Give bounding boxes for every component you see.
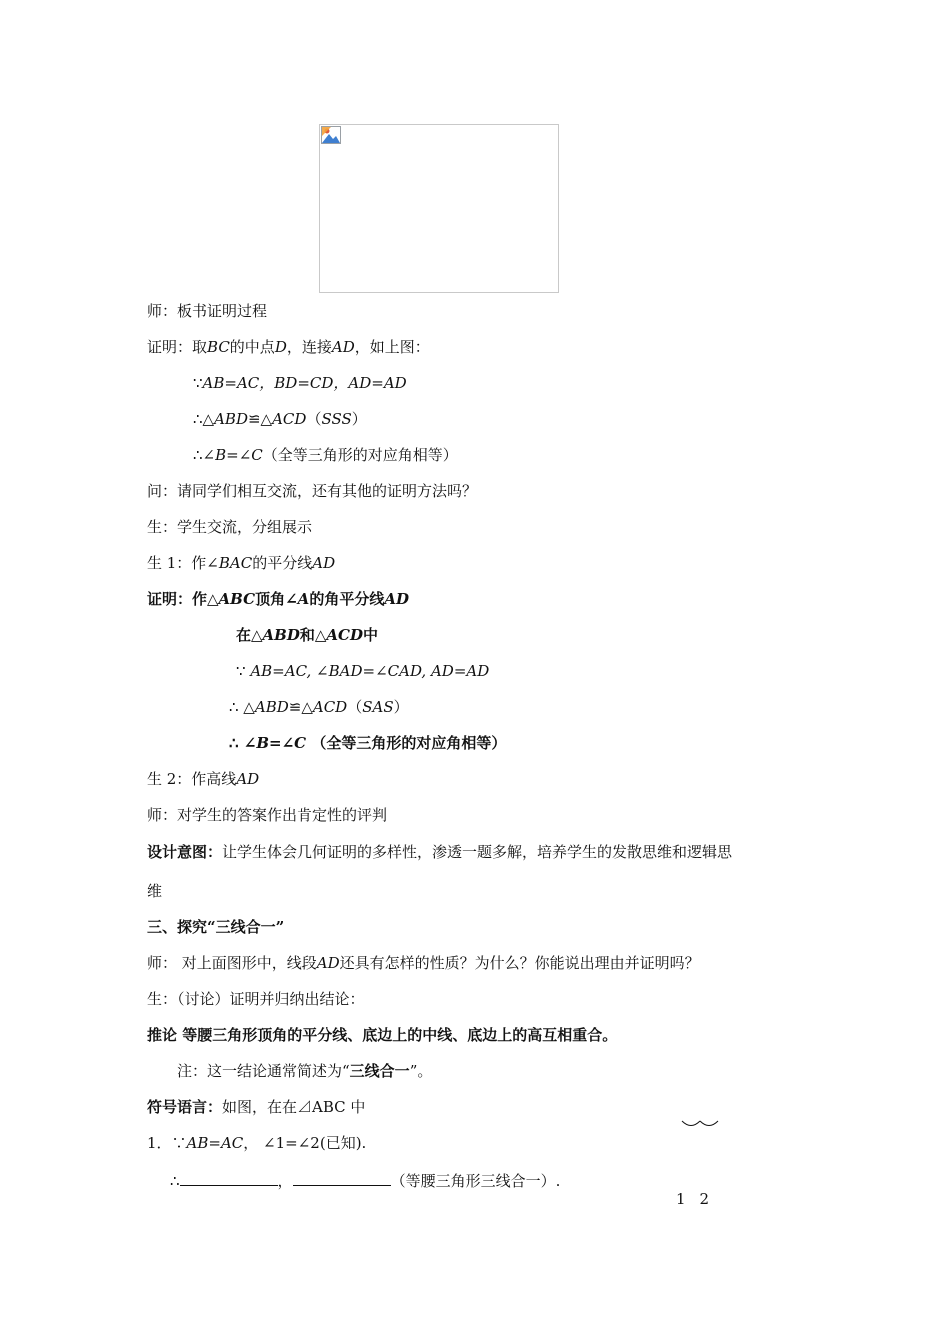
- text: 中: [363, 626, 379, 644]
- proof-step-3: [193, 445, 458, 465]
- proof-2-step-3: [229, 697, 409, 717]
- proof-2-step-2: [236, 661, 489, 681]
- student-line-3: 生：（讨论）证明并归纳出结论：: [147, 990, 365, 1008]
- text: BC: [207, 338, 230, 356]
- text: ABC: [218, 590, 256, 608]
- angle-label-2: 2: [699, 1190, 724, 1208]
- broken-image-placeholder: [319, 124, 559, 293]
- text: 证明：作△: [147, 590, 219, 608]
- teacher-line-2: 师：对学生的答案作出肯定性的评判: [147, 806, 388, 824]
- text: 的中点: [229, 338, 275, 356]
- proof-line-1: [147, 337, 430, 357]
- student-2-line: [147, 769, 259, 789]
- text: （全等三角形的对应角相等）: [262, 446, 458, 464]
- text: C: [294, 734, 307, 752]
- text: 如图，在在⊿ABC 中: [222, 1098, 366, 1116]
- proof-2-heading: [147, 589, 409, 609]
- text: 顶角∠: [255, 590, 298, 608]
- note-line: [177, 1061, 432, 1081]
- text: AD: [312, 554, 336, 572]
- symbolic-language-label: 符号语言：: [147, 1098, 223, 1116]
- student-line: 生：学生交流，分组展示: [147, 518, 313, 536]
- text: AD: [331, 338, 355, 356]
- text: SSS: [321, 410, 352, 428]
- text: 的平分线: [252, 554, 313, 572]
- text: 在△: [236, 626, 263, 644]
- text: AB=AC，BD=CD，AD=AD: [202, 374, 407, 392]
- proof-step-2: [193, 409, 367, 429]
- text: AD: [316, 954, 340, 972]
- text: ABD: [214, 410, 248, 428]
- text: ≌△: [288, 698, 313, 716]
- text: 证明：取: [147, 338, 208, 356]
- text: （: [347, 698, 363, 716]
- text: ∵: [193, 374, 203, 392]
- text: B: [215, 446, 227, 464]
- text: ∵: [236, 662, 251, 680]
- text: ABD: [254, 698, 289, 716]
- text: ，: [277, 1172, 293, 1190]
- text: ≌△: [247, 410, 273, 428]
- text: 和△: [299, 626, 327, 644]
- text: ）: [351, 410, 367, 428]
- text: 1．∵: [147, 1134, 187, 1152]
- fill-blank-1[interactable]: [180, 1169, 278, 1186]
- text: AB=AC, ∠BAD=∠CAD, AD=AD: [250, 662, 490, 680]
- text: B: [256, 734, 270, 752]
- text: AD: [236, 770, 260, 788]
- text: BAC: [218, 554, 253, 572]
- text: ∴ △: [229, 698, 255, 716]
- item-1-conclusion: [170, 1169, 560, 1191]
- text: 生 2：作高线: [147, 770, 237, 788]
- text: ）: [393, 698, 409, 716]
- text: 师： 对上面图形中，线段: [147, 954, 317, 972]
- text: ，如上图：: [354, 338, 430, 356]
- text: D: [274, 338, 287, 356]
- text: ”。: [409, 1062, 433, 1080]
- text: ， ∠1=∠2(已知).: [243, 1134, 367, 1152]
- text: A: [297, 590, 310, 608]
- text: =∠: [226, 446, 252, 464]
- text: ABD: [262, 626, 300, 644]
- text: ∴△: [193, 410, 215, 428]
- angle-arc-marks: [680, 1118, 722, 1130]
- question-line: 问：请同学们相互交流，还有其他的证明方法吗？: [147, 482, 478, 500]
- text: AB=AC: [186, 1134, 244, 1152]
- corollary: 推论 等腰三角形顶角的平分线、底边上的中线、底边上的高互相重合。: [147, 1026, 618, 1044]
- text: C: [251, 446, 263, 464]
- text: ∴∠: [193, 446, 216, 464]
- teacher-line-3: [147, 953, 700, 973]
- text: =∠: [269, 734, 295, 752]
- text: ∴: [170, 1172, 180, 1190]
- text: ACD: [272, 410, 307, 428]
- angle-label-1: 1: [676, 1190, 700, 1208]
- section-heading-3: 三、探究“三线合一”: [147, 918, 285, 936]
- symbolic-language: [147, 1097, 365, 1117]
- text: （等腰三角形三线合一）.: [390, 1172, 561, 1190]
- item-1: [147, 1133, 366, 1153]
- fill-blank-2[interactable]: [293, 1169, 391, 1186]
- text: （: [306, 410, 322, 428]
- proof-2-step-1: [236, 625, 378, 645]
- text: 生 1：作∠: [147, 554, 219, 572]
- design-intent: [147, 842, 732, 862]
- proof-2-step-4: [229, 733, 506, 753]
- text: 的角平分线: [309, 590, 385, 608]
- teacher-line-1: 师：板书证明过程: [147, 302, 268, 320]
- student-1-line: [147, 553, 335, 573]
- text: （全等三角形的对应角相等）: [306, 734, 507, 752]
- text: SAS: [362, 698, 394, 716]
- design-intent-cont: 维: [147, 882, 163, 900]
- text: ACD: [312, 698, 348, 716]
- text: ACD: [326, 626, 364, 644]
- text: 还具有怎样的性质？为什么？你能说出理由并证明吗？: [339, 954, 700, 972]
- text: ，连接: [286, 338, 332, 356]
- text: 三线合一: [349, 1062, 410, 1080]
- figure-angle-labels: [676, 1190, 723, 1208]
- text: AD: [384, 590, 409, 608]
- text: ∴ ∠: [229, 734, 257, 752]
- broken-image-icon: [321, 126, 341, 144]
- text: 注：这一结论通常简述为“: [177, 1062, 350, 1080]
- text: 让学生体会几何证明的多样性，渗透一题多解，培养学生的发散思维和逻辑思: [222, 843, 733, 861]
- proof-step-1: [193, 373, 407, 393]
- design-intent-label: 设计意图：: [147, 843, 223, 861]
